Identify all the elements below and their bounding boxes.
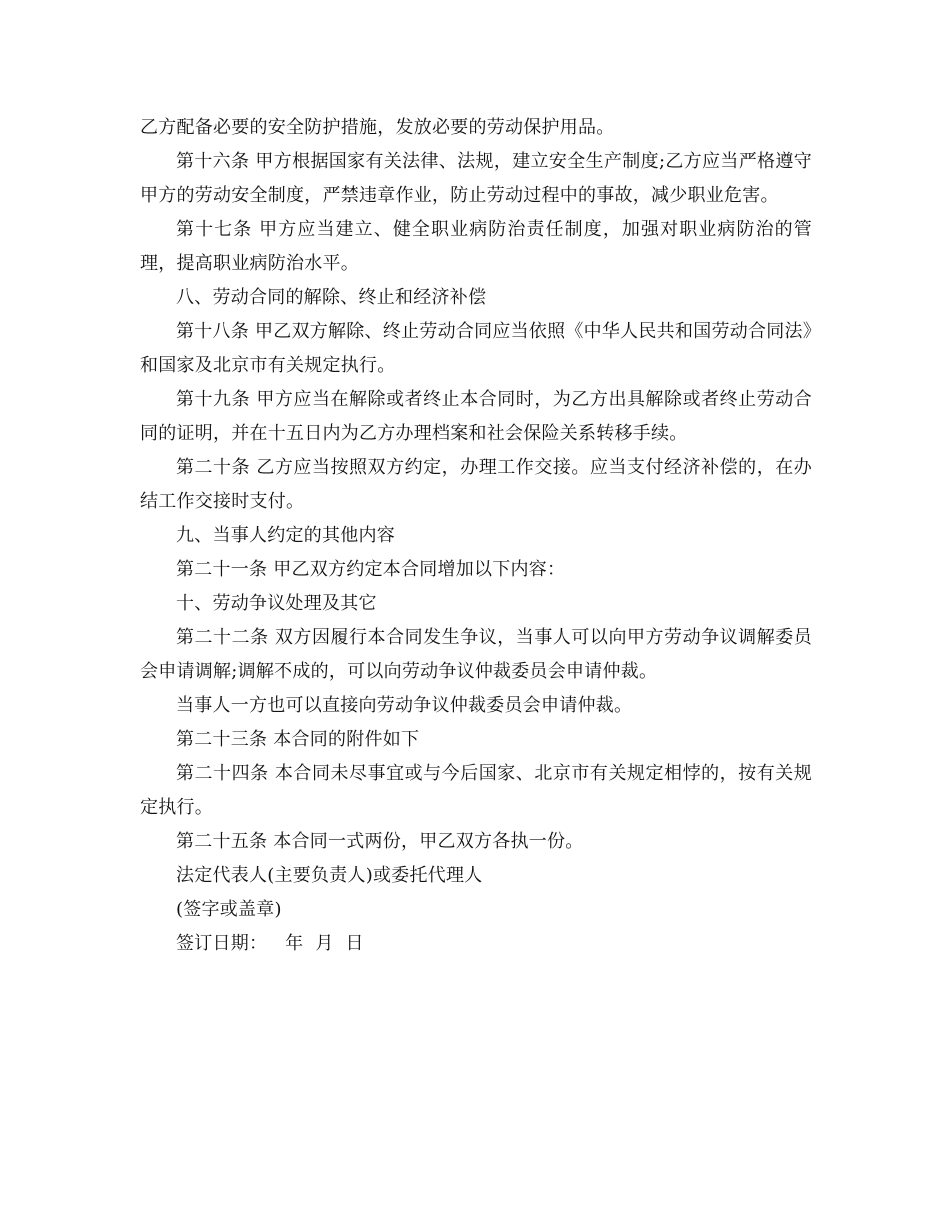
paragraph-arbitration: 当事人一方也可以直接向劳动争议仲裁委员会申请仲裁。 [176,695,633,716]
signature-or-seal-line: (签字或盖章) [176,899,282,920]
section-heading-9: 九、当事人约定的其他内容 [176,525,395,546]
article-16: 第十六条 甲方根据国家有关法律、法规，建立安全生产制度;乙方应当严格遵守甲方的劳动安全制度，严禁违章作业，防止劳动过程中的事故，减少职业危害。 [140,151,812,206]
paragraph-equipment: 乙方配备必要的安全防护措施，发放必要的劳动保护用品。 [140,117,615,138]
article-23: 第二十三条 本合同的附件如下 [176,729,420,750]
article-24: 第二十四条 本合同未尽事宜或与今后国家、北京市有关规定相悖的，按有关规定执行。 [140,763,812,818]
legal-representative-line: 法定代表人(主要负责人)或委托代理人 [176,865,483,886]
article-19: 第十九条 甲方应当在解除或者终止本合同时，为乙方出具解除或者终止劳动合同的证明，并在十五日内为乙方办理档案和社会保险关系转移手续。 [140,389,812,444]
document-page [140,111,812,961]
article-22: 第二十二条 双方因履行本合同发生争议，当事人可以向甲方劳动争议调解委员会申请调解;调解不成的，可以向劳动争议仲裁委员会申请仲裁。 [140,627,812,682]
section-heading-8: 八、劳动合同的解除、终止和经济补偿 [176,287,487,308]
article-18: 第十八条 甲乙双方解除、终止劳动合同应当依照《中华人民共和国劳动合同法》和国家及北京市有关规定执行。 [140,321,812,376]
section-heading-10: 十、劳动争议处理及其它 [176,593,377,614]
article-17: 第十七条 甲方应当建立、健全职业病防治责任制度，加强对职业病防治的管理，提高职业病防治水平。 [140,219,812,274]
article-21: 第二十一条 甲乙双方约定本合同增加以下内容： [176,559,566,580]
article-20: 第二十条 乙方应当按照双方约定，办理工作交接。应当支付经济补偿的，在办结工作交接时支付。 [140,457,812,512]
article-25: 第二十五条 本合同一式两份，甲乙双方各执一份。 [176,831,584,852]
signing-date-line: 签订日期： 年 月 日 [176,933,364,954]
